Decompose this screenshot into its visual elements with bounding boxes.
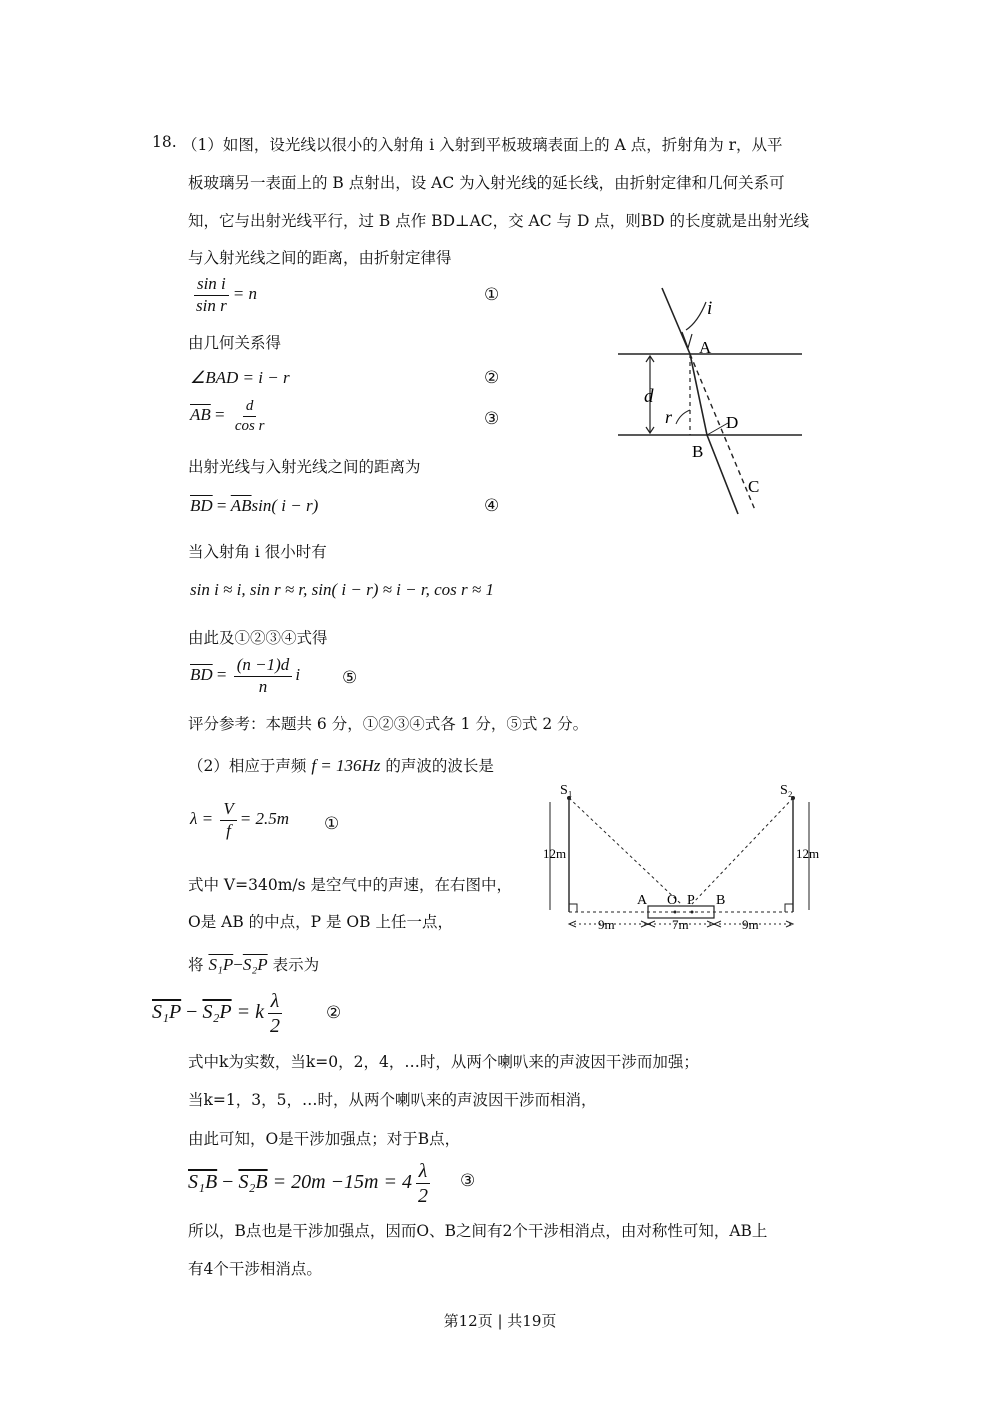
o-strong-text: 由此可知，O是干涉加强点；对于B点，: [188, 1130, 461, 1148]
label-S1: S₁: [560, 783, 573, 798]
page-footer: 第12页 | 共19页: [443, 1312, 557, 1330]
small-angle-text: 当入射角 i 很小时有: [188, 543, 327, 561]
scoring-note: 评分参考：本题共 6 分，①②③④式各 1 分，⑤式 2 分。: [188, 715, 589, 733]
b-point-equation: S₁B − S₂B = 20m −15m = 4 $\frac{\lambda}{2}$: [188, 1160, 434, 1207]
equation-2: ∠BAD = i − r: [190, 368, 290, 387]
express-text: 将 S₁P−S₂P 表示为: [188, 955, 320, 974]
p1-line4: 与入射光线之间的距离，由折射定律得: [188, 249, 452, 267]
approximations: sin i ≈ i, sin r ≈ r, sin( i − r) ≈ i − r, cos r ≈ 1: [190, 580, 494, 599]
label-A2: A: [637, 893, 648, 908]
label-S2: S₂: [780, 783, 793, 798]
label-w1: 9m: [598, 917, 615, 932]
distance-text: 出射光线与入射光线之间的距离为: [188, 458, 421, 476]
hence-text: 由此及①②③④式得: [188, 629, 328, 647]
marker-5: ⑤: [342, 668, 358, 688]
marker-4: ④: [484, 496, 500, 516]
marker-1: ①: [484, 285, 500, 305]
equation-3: $\overline{AB}$ = $\frac{d}{\text{cos r}}$: [190, 398, 265, 434]
equation-4: $\overline{BD} = \overline{AB}\sin$( i − r): [190, 496, 319, 515]
label-d: d: [644, 386, 654, 407]
equation-5: $\overline{BD}$ = $\frac{(n -1)d}{n}$ i: [190, 655, 301, 696]
label-w2: 7m: [672, 917, 689, 932]
part2-marker-3: ③: [460, 1171, 476, 1191]
part2-intro: （2）相应于声频 f = 136Hz 的声波的波长是: [188, 756, 494, 775]
p1-line1: （1）如图，设光线以很小的入射角 i 入射到平板玻璃表面上的 A 点，折射角为 r，从平: [182, 136, 783, 154]
marker-2: ②: [484, 368, 500, 388]
question-number: 18.: [152, 133, 177, 151]
speaker-diagram: [540, 778, 840, 938]
refraction-diagram: [610, 282, 810, 527]
part2-marker-2: ②: [326, 1003, 342, 1023]
label-O: O: [667, 893, 678, 908]
label-w3: 9m: [742, 917, 759, 932]
p1-line3: 知，它与出射光线平行，过 B 点作 BD⊥AC，交 AC 与 D 点，则BD 的长度就是出射光线: [188, 212, 810, 230]
k-odd-text: 当k=1，3，5，…时，从两个喇叭来的声波因干涉而相消，: [188, 1091, 597, 1109]
label-h1: 12m: [543, 846, 567, 861]
geometry-text: 由几何关系得: [188, 334, 282, 352]
label-i: i: [707, 298, 713, 319]
marker-3: ③: [484, 409, 500, 429]
label-C: C: [748, 477, 760, 496]
path-difference-equation: S₁P − S₂P = k $\frac{\lambda}{2}$: [152, 990, 286, 1037]
label-r: r: [665, 407, 673, 427]
label-B: B: [692, 442, 704, 461]
part2-marker-1: ①: [324, 814, 340, 834]
label-B2: B: [716, 893, 726, 908]
label-h2: 12m: [796, 846, 820, 861]
conclusion-line1: 所以，B点也是干涉加强点，因而O、B之间有2个干涉相消点，由对称性可知，AB上: [188, 1222, 768, 1240]
label-D: D: [726, 413, 739, 432]
label-P: P: [687, 893, 695, 908]
k-even-text: 式中k为实数，当k=0，2，4，…时，从两个喇叭来的声波因干涉而加强；: [188, 1053, 699, 1071]
p1-line2: 板玻璃另一表面上的 B 点射出，设 AC 为入射光线的延长线，由折射定律和几何关系可: [188, 174, 785, 192]
midpoint-text: O是 AB 的中点，P 是 OB 上任一点，: [188, 913, 453, 931]
label-A: A: [699, 338, 712, 357]
equation-1: $\frac{\text{sin i}}{\text{sin r}}$ = n: [190, 275, 257, 315]
wavelength-equation: λ = $\frac{V}{f}$ = 2.5m: [190, 799, 289, 840]
conclusion-line2: 有4个干涉相消点。: [188, 1260, 322, 1278]
speed-text: 式中 V=340m/s 是空气中的声速，在右图中，: [188, 876, 512, 894]
